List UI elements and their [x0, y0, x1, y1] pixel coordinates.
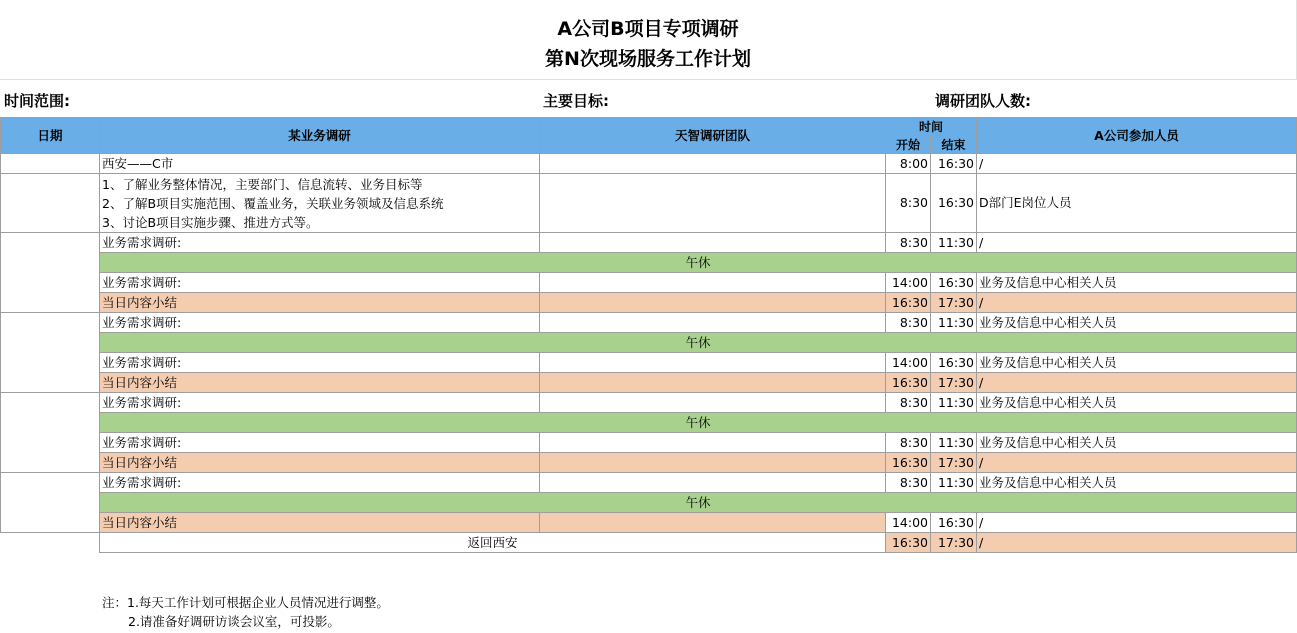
team-cell — [540, 233, 886, 253]
participants-cell: 业务及信息中心相关人员 — [977, 393, 1297, 413]
table-row — [1, 433, 1297, 453]
lunch-cell: 午休 — [100, 253, 1297, 273]
business-cell — [100, 174, 540, 233]
business-cell: 当日内容小结 — [100, 513, 540, 533]
end-cell: 17:30 — [931, 373, 977, 393]
end-cell: 11:30 — [931, 433, 977, 453]
table-row — [1, 233, 1297, 253]
doc-subtitle: 第N次现场服务工作计划 — [545, 48, 751, 70]
table-row — [1, 313, 1297, 333]
end-cell: 11:30 — [931, 313, 977, 333]
lunch-row — [1, 253, 1297, 273]
end-cell: 17:30 — [931, 293, 977, 313]
end-cell: 11:30 — [931, 393, 977, 413]
return-cell: 返回西安 — [100, 533, 886, 553]
date-cell — [1, 154, 100, 174]
lunch-cell: 午休 — [100, 413, 1297, 433]
note-line: 注：1.每天工作计划可根据企业人员情况进行调整。 — [102, 595, 389, 610]
start-cell: 16:30 — [886, 293, 931, 313]
summary-row — [1, 513, 1297, 533]
time-range-label: 时间范围: — [4, 92, 70, 110]
team-cell — [540, 174, 886, 233]
participants-cell: / — [977, 373, 1297, 393]
table-row — [1, 273, 1297, 293]
table-row — [1, 393, 1297, 413]
header-team: 天智调研团队 — [540, 118, 886, 154]
end-cell: 16:30 — [931, 513, 977, 533]
business-cell: 业务需求调研: — [100, 433, 540, 453]
team-cell — [540, 273, 886, 293]
business-cell: 业务需求调研: — [100, 233, 540, 253]
header-end: 结束 — [931, 136, 977, 154]
participants-cell: 业务及信息中心相关人员 — [977, 473, 1297, 493]
participants-cell: / — [977, 513, 1297, 533]
info-row — [0, 79, 1297, 118]
start-cell: 16:30 — [886, 533, 931, 553]
date-cell — [1, 393, 100, 473]
participants-cell: / — [977, 154, 1297, 174]
participants-cell: / — [977, 533, 1297, 553]
lunch-cell: 午休 — [100, 333, 1297, 353]
end-cell: 16:30 — [931, 353, 977, 373]
lunch-cell: 午休 — [100, 493, 1297, 513]
table-row — [1, 154, 1297, 174]
participants-cell: / — [977, 233, 1297, 253]
header-business: 某业务调研 — [100, 118, 540, 154]
business-cell: 当日内容小结 — [100, 453, 540, 473]
participants-cell: 业务及信息中心相关人员 — [977, 313, 1297, 333]
business-cell: 当日内容小结 — [100, 373, 540, 393]
end-cell: 17:30 — [931, 453, 977, 473]
table-row — [1, 473, 1297, 493]
team-cell — [540, 473, 886, 493]
end-cell: 11:30 — [931, 233, 977, 253]
business-cell: 业务需求调研: — [100, 473, 540, 493]
date-cell — [1, 233, 100, 313]
end-cell: 16:30 — [931, 273, 977, 293]
team-cell — [540, 353, 886, 373]
table-row — [1, 353, 1297, 373]
team-cell — [540, 313, 886, 333]
lunch-row — [1, 333, 1297, 353]
table-row — [1, 174, 1297, 233]
participants-cell: 业务及信息中心相关人员 — [977, 433, 1297, 453]
participants-cell: 业务及信息中心相关人员 — [977, 353, 1297, 373]
business-cell: 业务需求调研: — [100, 353, 540, 373]
business-line: 1、了解业务整体情况，主要部门、信息流转、业务目标等 — [102, 176, 423, 192]
participants-cell: D部门E岗位人员 — [977, 174, 1297, 233]
business-line: 2、了解B项目实施范围、覆盖业务，关联业务领域及信息系统 — [102, 195, 444, 211]
date-cell — [1, 313, 100, 393]
lunch-row — [1, 493, 1297, 513]
start-cell: 16:30 — [886, 373, 931, 393]
date-cell — [1, 533, 100, 553]
return-row — [1, 533, 1297, 553]
team-cell — [540, 453, 886, 473]
header-participants: A公司参加人员 — [977, 118, 1297, 154]
business-cell: 当日内容小结 — [100, 293, 540, 313]
start-cell: 14:00 — [886, 353, 931, 373]
end-cell: 11:30 — [931, 473, 977, 493]
participants-cell: 业务及信息中心相关人员 — [977, 273, 1297, 293]
start-cell: 8:30 — [886, 174, 931, 233]
end-cell: 16:30 — [931, 174, 977, 233]
business-cell: 业务需求调研: — [100, 273, 540, 293]
participants-cell: / — [977, 453, 1297, 473]
notes — [102, 593, 389, 631]
business-line: 3、讨论B项目实施步骤、推进方式等。 — [102, 214, 319, 230]
doc-title: A公司B项目专项调研 — [557, 18, 739, 40]
start-cell: 8:30 — [886, 393, 931, 413]
team-cell — [540, 154, 886, 174]
start-cell: 8:30 — [886, 433, 931, 453]
date-cell — [1, 174, 100, 233]
participants-cell: / — [977, 293, 1297, 313]
team-size-label: 调研团队人数: — [935, 92, 1031, 110]
summary-row — [1, 373, 1297, 393]
summary-row — [1, 293, 1297, 313]
business-cell: 业务需求调研: — [100, 393, 540, 413]
goal-label: 主要目标: — [543, 92, 609, 110]
start-cell: 8:30 — [886, 233, 931, 253]
header-start: 开始 — [886, 136, 931, 154]
date-cell — [1, 473, 100, 533]
team-cell — [540, 393, 886, 413]
start-cell: 14:00 — [886, 513, 931, 533]
lunch-row — [1, 413, 1297, 433]
note-line: 2.请准备好调研访谈会议室，可投影。 — [128, 614, 340, 629]
header-row — [1, 118, 1297, 136]
team-cell — [540, 433, 886, 453]
business-cell: 业务需求调研: — [100, 313, 540, 333]
start-cell: 8:30 — [886, 473, 931, 493]
end-cell: 17:30 — [931, 533, 977, 553]
business-cell: 西安——C市 — [100, 154, 540, 174]
team-cell — [540, 513, 886, 533]
start-cell: 16:30 — [886, 453, 931, 473]
start-cell: 8:30 — [886, 313, 931, 333]
summary-row — [1, 453, 1297, 473]
plan-table — [0, 117, 1297, 553]
end-cell: 16:30 — [931, 154, 977, 174]
start-cell: 8:00 — [886, 154, 931, 174]
header-date: 日期 — [1, 118, 100, 154]
team-cell — [540, 373, 886, 393]
title-area — [0, 0, 1297, 79]
team-cell — [540, 293, 886, 313]
start-cell: 14:00 — [886, 273, 931, 293]
header-time: 时间 — [886, 118, 977, 136]
